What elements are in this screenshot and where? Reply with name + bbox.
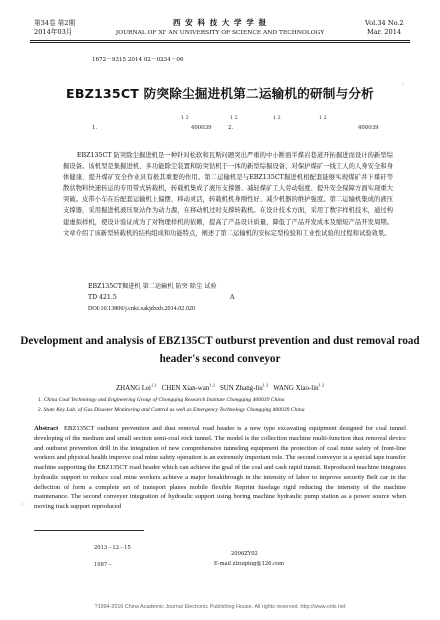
authors-en [0, 383, 440, 392]
header-rule-2 [30, 42, 410, 43]
doi: DOI:10.13800/j.cnki.xakjdxxb.2014.02.020 [88, 306, 195, 312]
author-4: WANG Xiao-lin$^{1 2}$ [273, 383, 325, 393]
affiliation-postcode-2: 400039 [358, 125, 379, 131]
classification-number: TD 421.5 [88, 294, 117, 301]
author-sup-1: 1 2 [181, 116, 189, 121]
watermark: ✦ [18, 499, 29, 510]
abstract-cn: EBZ135CT 防突除尘掘进机是一种针对松软和瓦斯问题突出严重的中小断面半煤岩巷道开拓掘进而设计的新型综掘设备。该机型是集掘进机、多功能除尘装置和防突钻机于一体的新型综掘设备，对保护煤矿一线工人的人身安全和身体健康、提升煤矿安全作业具有极其重要的作用。第二运输机是与EBZ135CT掘进机相配套能够实现煤矿井下煤矸等散状物料快速转运的专用带式转载机，转载机集成了液压支撑器、减轻煤矿工人劳动强度、提升安全保障方面实现重大突破。皮带小车在后配套运输机上偏摆、移动灵活，转载机机身刚性好、减少机器的维护强度。第二运输机集成的液压支撑器，采用掘进机液压泵站作为动力源，在移动机过时支撑转载机。在设计技术方面，采用了数字样机技术，通过构建虚拟样机，使设计验证成为了对物理样机的依赖，提高了产品设计质量，降低了产品开发成本及缩短产品开发周期。文章介绍了该新型转载机的结构组成和功能特点，阐述了第二运输机的安标定型检验和工业性试验的过程和试验效果。 [63, 152, 393, 237]
issue-volume-en: Vol.34 No.2 [365, 19, 404, 27]
abstract-en [34, 424, 406, 512]
affiliation-en-1: 1. China Coal Technology and Engineering Group of Chongqing Research Institute Chongqing 400039 China [38, 397, 285, 403]
article-number: 1672－9315 2014 02－0234－06 [92, 57, 184, 63]
journal-name-cn: 西 安 科 技 大 学 学 报 [172, 18, 268, 27]
author-3: SUN Zhang-liu$^{1 2}$ [219, 383, 269, 393]
journal-name-en: JOURNAL OF XI' AN UNIVERSITY OF SCIENCE AND TECHNOLOGY [115, 30, 325, 36]
funding-code: 2006ZY02 [231, 551, 258, 557]
abstract-en-text: EBZ135CT outburst prevention and dust removal road header is a new type excavating equipment designed for coal tunnel developing of the medium and small section semi-coal rock tunnel. The model is the collection machine multi-function dust removal device and outburst prevention drill in the integration of new comprehensive tunneling equipment the protection of coal mine safety of front-line workers and physical health improve coal mine safety operation is an extremely important role. The second conveyor is a special tape transfer machine supporting the EBZ135CT road header which can achieve the goal of the coal and cash rapid transit. Reproduced machine integrates hydraulic support to reduce coal mine workers achieve a major breakthrough in the intensity of labor to improve security Belt car in the deflection of form a complete set of transport planes mobile flexible Reprint fuselage rigid reducing the intensity of the machine maintenance. The second conveyer integration of hydraulic support using boring machine hydraulic pump station as a power source when moving track support reproduced [34, 425, 406, 510]
footnote-rule [34, 530, 144, 531]
issue-date: 2014年03月 [34, 28, 73, 36]
author-sup-3: 1 2 [273, 116, 281, 121]
watermark: ✦ [398, 79, 409, 90]
title-en: Development and analysis of EBZ135CT outburst prevention and dust removal road header's second conveyor [20, 335, 420, 365]
page-title: EBZ135CT 防突除尘掘进机第二运输机的研制与分析 [66, 86, 374, 101]
author-1: ZHANG Lei$^{1 2}$ [115, 383, 157, 393]
document-code: A [230, 294, 235, 301]
affiliation-num-1: 1. [92, 125, 98, 131]
keywords-cn: EBZ135CT掘进机 第二运输机 防突 除尘 试验 [88, 283, 217, 290]
author-email: E-mail zlzuiping@126.com [214, 561, 285, 567]
author-sup-4: 1 2 [319, 116, 327, 121]
author-2: CHEN Xian-wan$^{1 2}$ [161, 383, 215, 393]
issue-date-en: Mar. 2014 [367, 28, 402, 36]
header-rule [30, 40, 410, 41]
affiliation-num-2: 2. [228, 125, 234, 131]
received-date: 2013－12－15 [94, 545, 131, 551]
author-sup-2: 1 2 [230, 116, 238, 121]
abstract-label: Abstract [34, 425, 59, 432]
affiliation-en-2: 2. State Key Lab. of Gas Disaster Monitoring and Control as well as Emergency Technology Chongqing 400039 China [38, 407, 305, 413]
issue-volume: 第34卷 第2期 [34, 19, 76, 27]
affiliation-postcode-1: 400039 [191, 125, 212, 131]
copyright-line: ?1994-2016 China Academic Journal Electronic Publishing House. All rights reserved. http://www.cnki.net [94, 604, 346, 610]
author-birth-year: 1987－ [94, 562, 113, 568]
